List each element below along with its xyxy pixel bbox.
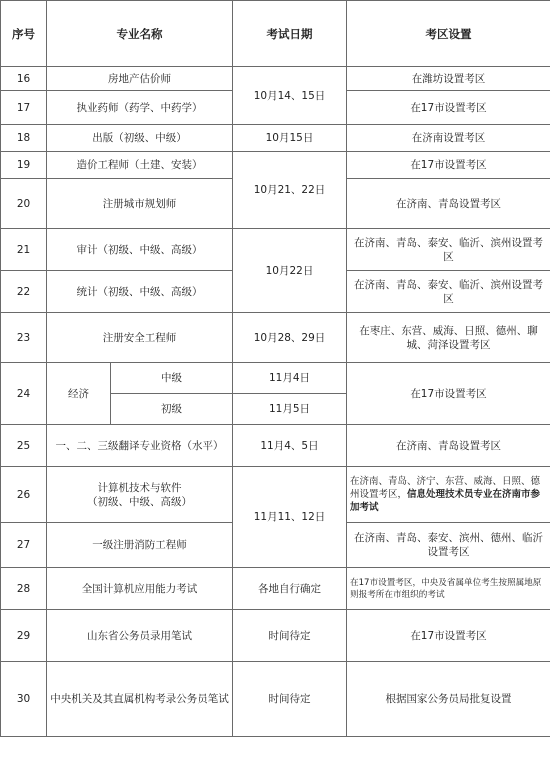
- row-seq: 19: [1, 152, 47, 179]
- table-row: [1, 610, 550, 662]
- row-seq: 18: [1, 125, 47, 152]
- row-seq: 29: [1, 610, 47, 662]
- row-date: 时间待定: [233, 662, 347, 737]
- row-date: 10月28、29日: [233, 313, 347, 363]
- table-row: [1, 467, 550, 523]
- header-date: 考试日期: [233, 1, 347, 67]
- table-header: [1, 1, 550, 67]
- row-date: 11月4日: [233, 363, 347, 394]
- row-date: 10月22日: [233, 229, 347, 313]
- row-location: 在济南、青岛、泰安、滨州、德州、临沂设置考区: [347, 523, 550, 568]
- row-location-text: 在济南、青岛、济宁、东营、威海、日照、德州设置考区，: [350, 476, 541, 500]
- table-row: [1, 67, 550, 91]
- row-date: 11月11、12日: [233, 467, 347, 568]
- row-seq: 16: [1, 67, 47, 91]
- table-row: [1, 425, 550, 467]
- row-seq: 30: [1, 662, 47, 737]
- row-location: 在枣庄、东营、威海、日照、德州、聊城、菏泽设置考区: [347, 313, 550, 363]
- header-seq: 序号: [1, 1, 47, 67]
- header-location: 考区设置: [347, 1, 550, 67]
- table-row: [1, 662, 550, 737]
- row-location-emphasis: 信息处理技术员专业在济南市参加考试: [350, 489, 541, 513]
- row-date: 10月21、22日: [233, 152, 347, 229]
- row-seq: 17: [1, 91, 47, 125]
- row-location: 在济南、青岛设置考区: [347, 425, 550, 467]
- row-date: 各地自行确定: [233, 568, 347, 610]
- row-date: 11月5日: [233, 394, 347, 425]
- row-seq: 26: [1, 467, 47, 523]
- row-location: 在17市设置考区: [347, 610, 550, 662]
- table-row: [1, 568, 550, 610]
- row-name: 一、二、三级翻译专业资格（水平）: [47, 425, 233, 467]
- row-date: 时间待定: [233, 610, 347, 662]
- table-row: [1, 363, 550, 394]
- row-location: 在济南、青岛、泰安、临沂、滨州设置考区: [347, 229, 550, 271]
- row-name-line: （初级、中级、高级）: [87, 495, 192, 508]
- row-name: 中央机关及其直属机构考录公务员笔试: [47, 662, 233, 737]
- row-location: 在济南、青岛设置考区: [347, 179, 550, 229]
- row-location: 在潍坊设置考区: [347, 67, 550, 91]
- row-name: 房地产估价师: [47, 67, 233, 91]
- row-location: 在济南、青岛、泰安、临沂、滨州设置考区: [347, 271, 550, 313]
- row-location: [347, 467, 550, 523]
- row-name: 经济: [47, 363, 111, 425]
- row-seq: 21: [1, 229, 47, 271]
- row-name: 执业药师（药学、中药学）: [47, 91, 233, 125]
- row-seq: 23: [1, 313, 47, 363]
- row-name: 注册安全工程师: [47, 313, 233, 363]
- row-name: 出版（初级、中级）: [47, 125, 233, 152]
- row-seq: 24: [1, 363, 47, 425]
- row-date: 10月15日: [233, 125, 347, 152]
- row-seq: 25: [1, 425, 47, 467]
- row-location: 在17市设置考区: [347, 363, 550, 425]
- row-location: 在济南设置考区: [347, 125, 550, 152]
- row-name: 一级注册消防工程师: [47, 523, 233, 568]
- row-subname: 初级: [111, 394, 233, 425]
- row-seq: 22: [1, 271, 47, 313]
- table-row: [1, 125, 550, 152]
- row-location: 在17市设置考区，中央及省属单位考生按照属地原则报考所在市组织的考试: [347, 568, 550, 610]
- row-seq: 20: [1, 179, 47, 229]
- row-location: 根据国家公务员局批复设置: [347, 662, 550, 737]
- row-location: 在17市设置考区: [347, 152, 550, 179]
- row-name: 注册城市规划师: [47, 179, 233, 229]
- row-date: 10月14、15日: [233, 67, 347, 125]
- row-name: 造价工程师（土建、安装）: [47, 152, 233, 179]
- row-name: 山东省公务员录用笔试: [47, 610, 233, 662]
- row-name: 统计（初级、中级、高级）: [47, 271, 233, 313]
- row-name: [47, 467, 233, 523]
- row-name: 审计（初级、中级、高级）: [47, 229, 233, 271]
- row-seq: 27: [1, 523, 47, 568]
- row-subname: 中级: [111, 363, 233, 394]
- table-row: [1, 313, 550, 363]
- row-name-line: 计算机技术与软件: [97, 481, 182, 494]
- row-seq: 28: [1, 568, 47, 610]
- row-location: 在17市设置考区: [347, 91, 550, 125]
- header-name: 专业名称: [47, 1, 233, 67]
- table-row: [1, 229, 550, 271]
- table-row: [1, 152, 550, 179]
- row-date: 11月4、5日: [233, 425, 347, 467]
- row-name: 全国计算机应用能力考试: [47, 568, 233, 610]
